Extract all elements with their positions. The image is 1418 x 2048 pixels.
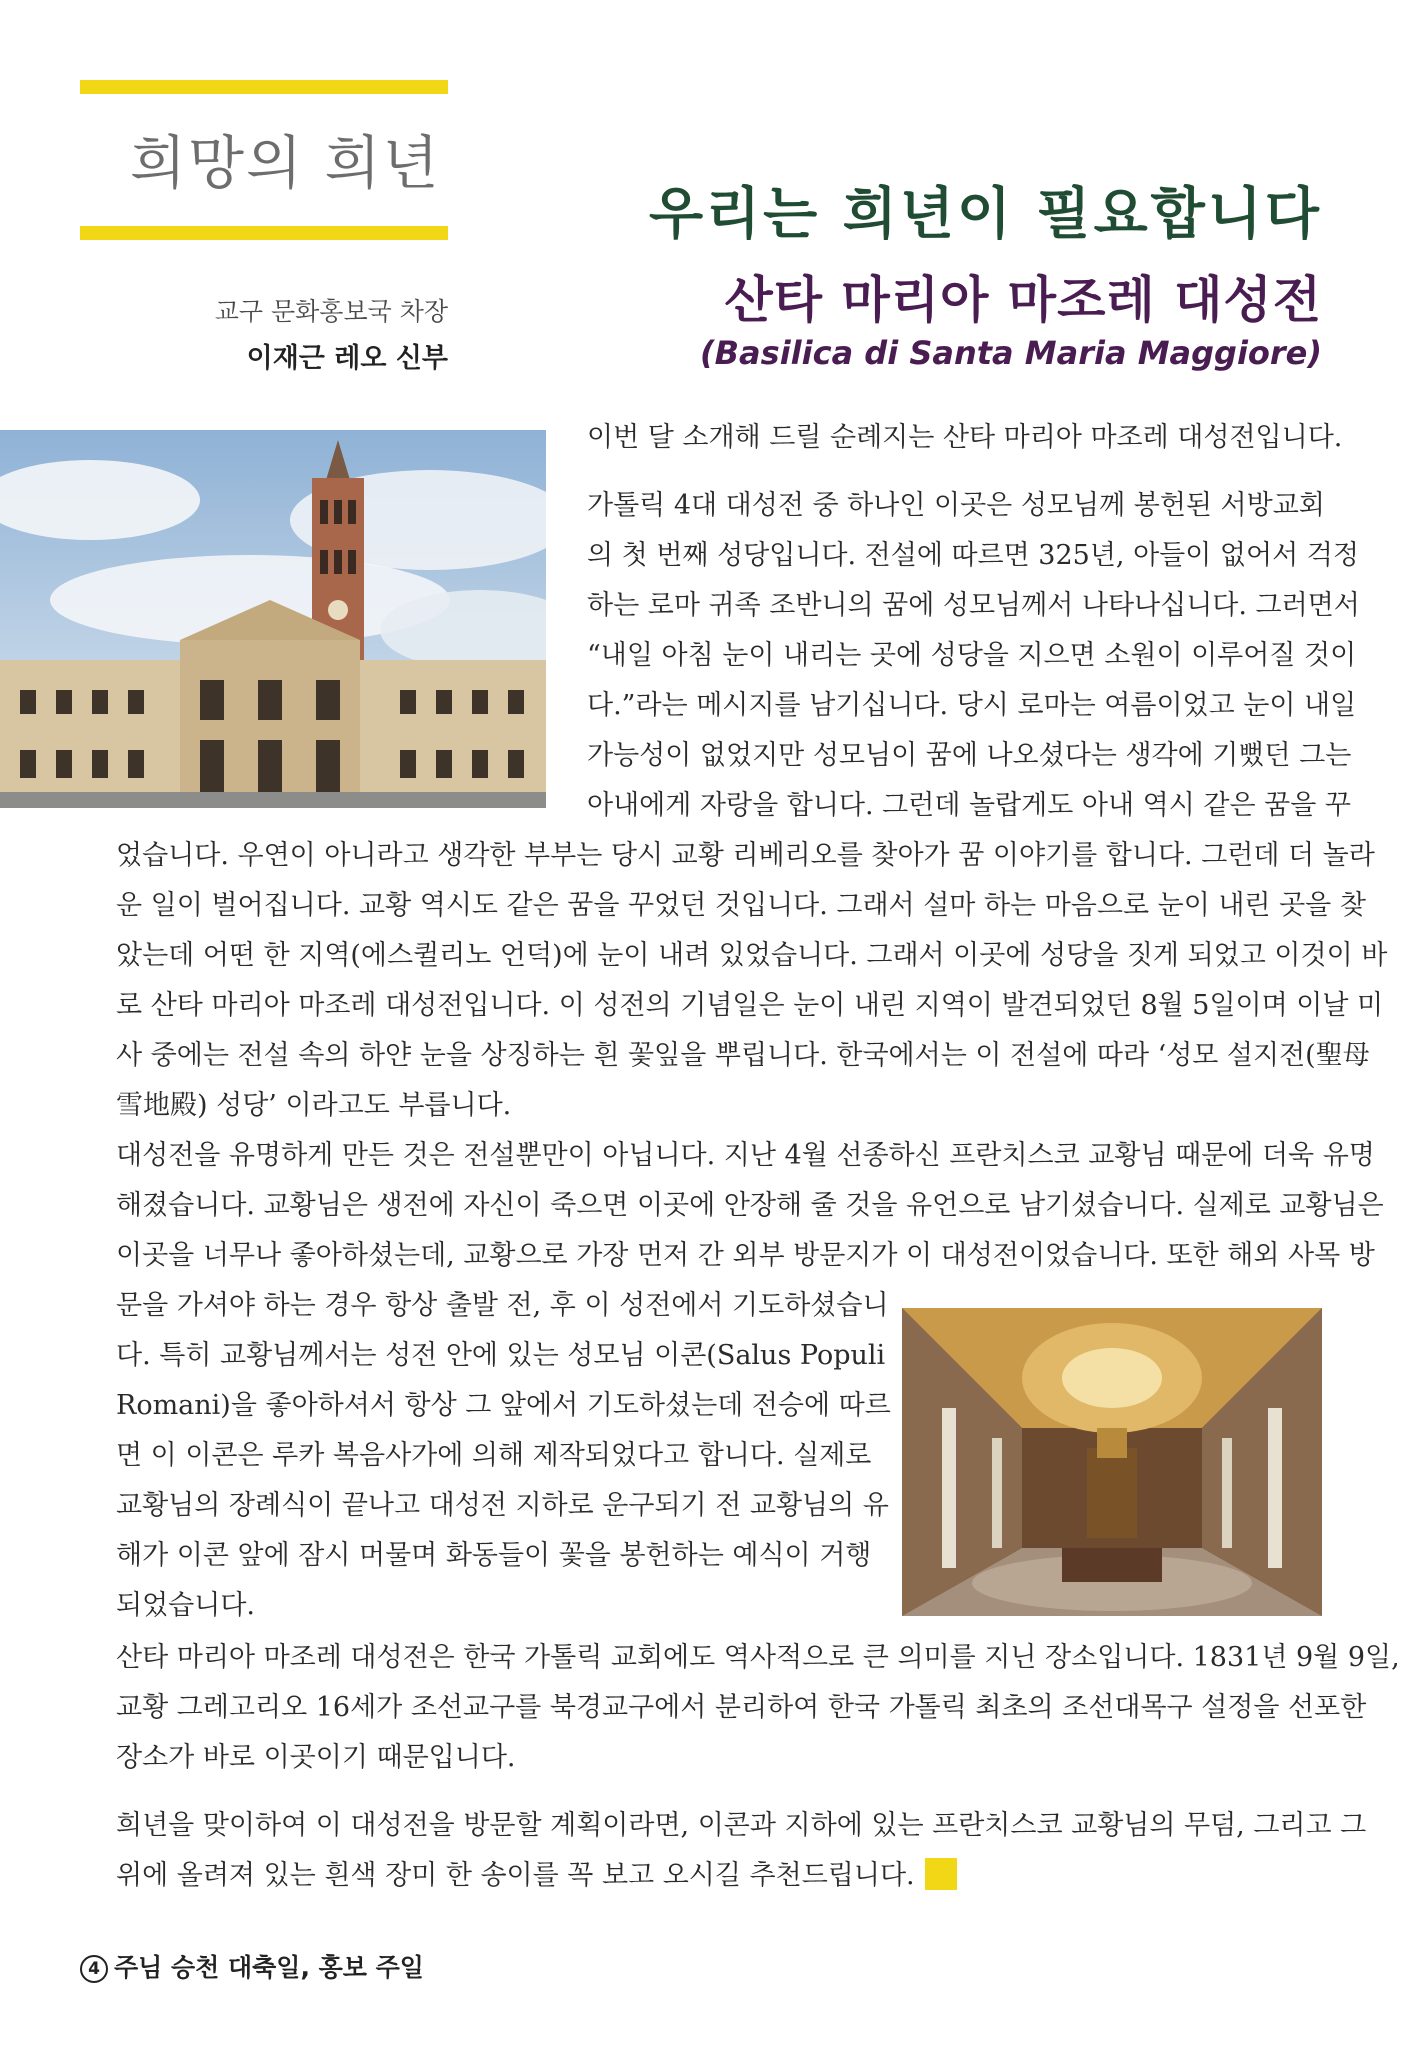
section-title: 희망의 희년 [130, 129, 441, 197]
end-mark-icon [925, 1858, 957, 1890]
section-bar-bottom [80, 226, 448, 240]
body-line: 아내에게 자랑을 합니다. 그런데 놀랍게도 아내 역시 같은 꿈을 꾸 [587, 790, 1351, 821]
body-line: 하는 로마 귀족 조반니의 꿈에 성모님께서 나타나십니다. 그러면서 [587, 590, 1360, 621]
body-line: 되었습니다. [116, 1590, 255, 1621]
body-line: 면 이 이콘은 루카 복음사가에 의해 제작되었다고 합니다. 실제로 [116, 1440, 872, 1471]
basilica-interior-photo [902, 1308, 1322, 1616]
body-line: 희년을 맞이하여 이 대성전을 방문할 계획이라면, 이콘과 지하에 있는 프란치스코 교황님의 무덤, 그리고 그 [116, 1810, 1367, 1841]
footer-text: 주님 승천 대축일, 홍보 주일 [114, 1953, 424, 1982]
section-bar-top [80, 80, 448, 94]
body-line: 로 산타 마리아 마조레 대성전입니다. 이 성전의 기념일은 눈이 내린 지역이 발견되었던 8월 5일이며 이날 미 [116, 990, 1384, 1021]
body-line: 다.”라는 메시지를 남기십니다. 당시 로마는 여름이었고 눈이 내일 [587, 690, 1357, 721]
body-line: 雪地殿) 성당’ 이라고도 부릅니다. [116, 1090, 512, 1121]
body-line: 대성전을 유명하게 만든 것은 전설뿐만이 아닙니다. 지난 4월 선종하신 프란치스코 교황님 때문에 더욱 유명 [116, 1140, 1375, 1171]
body-line: 문을 가셔야 하는 경우 항상 출발 전, 후 이 성전에서 기도하셨습니 [116, 1290, 889, 1321]
author-role: 교구 문화홍보국 차장 [214, 297, 448, 326]
body-line: “내일 아침 눈이 내리는 곳에 성당을 지으면 소원이 이루어질 것이 [587, 640, 1357, 671]
basilica-exterior-photo [0, 430, 546, 808]
body-line-final-text: 위에 올려져 있는 흰색 장미 한 송이를 꼭 보고 오시길 추천드립니다. [116, 1860, 915, 1891]
body-line: 해가 이콘 앞에 잠시 머물며 화동들이 꽃을 봉헌하는 예식이 거행 [116, 1540, 872, 1571]
body-line: 교황님의 장례식이 끝나고 대성전 지하로 운구되기 전 교황님의 유 [116, 1490, 889, 1521]
body-line: 가능성이 없었지만 성모님이 꿈에 나오셨다는 생각에 기뻤던 그는 [587, 740, 1352, 771]
body-line: 이번 달 소개해 드릴 순례지는 산타 마리아 마조레 대성전입니다. [587, 422, 1343, 453]
body-line: 운 일이 벌어집니다. 교황 역시도 같은 꿈을 꾸었던 것입니다. 그래서 설마 하는 마음으로 눈이 내린 곳을 찾 [116, 890, 1366, 921]
headline-main: 우리는 희년이 필요합니다 [648, 182, 1322, 247]
body-line: 았는데 어떤 한 지역(에스퀼리노 언덕)에 눈이 내려 있었습니다. 그래서 이곳에 성당을 짓게 되었고 이것이 바 [116, 940, 1388, 971]
author-name: 이재근 레오 신부 [246, 343, 448, 374]
body-line: 사 중에는 전설 속의 하얀 눈을 상징하는 흰 꽃잎을 뿌립니다. 한국에서는 이 전설에 따라 ‘성모 설지전(聖母 [116, 1040, 1370, 1071]
body-line: Romani)을 좋아하셔서 항상 그 앞에서 기도하셨는데 전승에 따르 [116, 1390, 891, 1421]
body-line: 해졌습니다. 교황님은 생전에 자신이 죽으면 이곳에 안장해 줄 것을 유언으로 남기셨습니다. 실제로 교황님은 [116, 1190, 1384, 1221]
page-footer [80, 1948, 424, 1984]
body-line: 산타 마리아 마조레 대성전은 한국 가톨릭 교회에도 역사적으로 큰 의미를 지닌 장소입니다. 1831년 9월 9일, [116, 1642, 1400, 1673]
body-line: 장소가 바로 이곳이기 때문입니다. [116, 1742, 516, 1773]
body-line: 가톨릭 4대 대성전 중 하나인 이곳은 성모님께 봉헌된 서방교회 [587, 490, 1325, 521]
body-line: 었습니다. 우연이 아니라고 생각한 부부는 당시 교황 리베리오를 찾아가 꿈 이야기를 합니다. 그런데 더 놀라 [116, 840, 1375, 871]
body-line: 교황 그레고리오 16세가 조선교구를 북경교구에서 분리하여 한국 가톨릭 최초의 조선대목구 설정을 선포한 [116, 1692, 1367, 1723]
headline-latin: (Basilica di Santa Maria Maggiore) [700, 334, 1322, 372]
headline-sub: 산타 마리아 마조레 대성전 [724, 271, 1322, 329]
body-line: 이곳을 너무나 좋아하셨는데, 교황으로 가장 먼저 간 외부 방문지가 이 대성전이었습니다. 또한 해외 사목 방 [116, 1240, 1375, 1271]
page-number: 4 [80, 1955, 108, 1983]
author-block [215, 292, 448, 375]
body-line-final [116, 1858, 957, 1894]
section-header [80, 80, 448, 240]
headline [649, 170, 1322, 372]
body-line: 의 첫 번째 성당입니다. 전설에 따르면 325년, 아들이 없어서 걱정 [587, 540, 1359, 571]
body-line: 다. 특히 교황님께서는 성전 안에 있는 성모님 이콘(Salus Populi [116, 1340, 886, 1371]
